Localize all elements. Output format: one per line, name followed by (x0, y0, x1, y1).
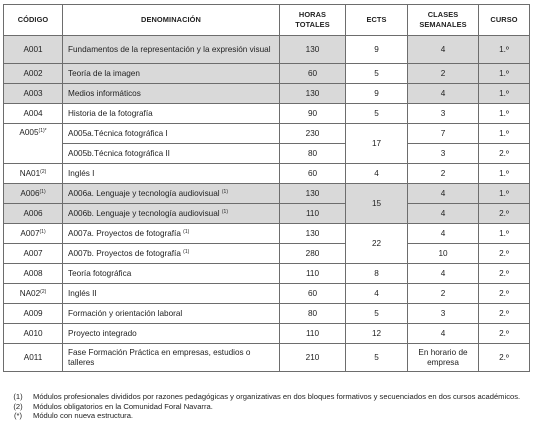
cell-course-text: 2.º (499, 268, 509, 278)
cell-classes-text: 4 (440, 208, 446, 218)
cell-hours-text: 230 (305, 128, 320, 138)
name-footnote-ref: (1) (183, 228, 190, 235)
cell-code-text: A007 (20, 228, 40, 238)
cell-code-text: A008 (23, 268, 43, 278)
cell-course-text: 2.º (499, 288, 509, 298)
cell-course-text: 1.º (499, 108, 509, 118)
cell-code-text: NA01 (19, 168, 41, 178)
cell-classes-text: 3 (440, 308, 446, 318)
cell-name-text: Proyecto integrado (68, 328, 137, 338)
cell-ects (346, 164, 408, 184)
cell-classes (408, 164, 479, 184)
code-footnote-ref: (2) (40, 288, 47, 295)
table-body (4, 36, 530, 372)
cell-code-text: A011 (23, 352, 43, 362)
cell-name (63, 244, 280, 264)
cell-hours-text: 130 (305, 44, 320, 54)
cell-name-text: Formación y orientación laboral (68, 308, 183, 318)
cell-hours (280, 36, 346, 64)
header-ects: ECTS (346, 5, 408, 36)
cell-hours (280, 104, 346, 124)
cell-hours (280, 284, 346, 304)
cell-ects (346, 104, 408, 124)
cell-hours (280, 324, 346, 344)
code-footnote-ref: (1) (39, 228, 46, 235)
code-footnote-ref: (1) (39, 188, 46, 195)
cell-name (63, 124, 280, 144)
cell-classes (408, 204, 479, 224)
cell-name (63, 184, 280, 204)
cell-name-text: Teoría de la imagen (68, 68, 140, 78)
cell-hours-text: 280 (305, 248, 320, 258)
table-row (4, 224, 530, 244)
table-row (4, 204, 530, 224)
cell-course-text: 1.º (499, 168, 509, 178)
cell-hours (280, 64, 346, 84)
cell-ects (346, 36, 408, 64)
table-row (4, 264, 530, 284)
cell-course-text: 1.º (499, 228, 509, 238)
cell-name-text: Fase Formación Práctica en empresas, estudios o talleres (68, 347, 251, 367)
cell-name (63, 64, 280, 84)
cell-hours (280, 164, 346, 184)
footnote-marker: (*) (13, 411, 22, 421)
cell-hours-text: 130 (305, 88, 320, 98)
cell-code-text: A006 (23, 208, 43, 218)
footnote (3, 402, 530, 412)
cell-classes-text: 7 (440, 128, 446, 138)
footnote (3, 392, 530, 402)
table-row (4, 104, 530, 124)
cell-ects (346, 84, 408, 104)
cell-classes (408, 324, 479, 344)
footnote-text: Módulos obligatorios en la Comunidad Foral Navarra. (33, 401, 213, 411)
cell-code-text: NA02 (19, 288, 41, 298)
cell-classes (408, 144, 479, 164)
cell-ects-text: 17 (371, 138, 382, 148)
cell-classes (408, 84, 479, 104)
cell-ects-text: 15 (371, 198, 382, 208)
name-footnote-ref: (1) (221, 188, 228, 195)
cell-ects-text: 4 (374, 288, 379, 298)
cell-classes (408, 184, 479, 204)
cell-name (63, 144, 280, 164)
cell-hours-text: 80 (307, 308, 318, 318)
cell-name (63, 36, 280, 64)
cell-ects (346, 344, 408, 372)
cell-ects (346, 124, 408, 164)
cell-code (4, 36, 63, 64)
cell-course-text: 2.º (499, 148, 509, 158)
cell-course-text: 2.º (499, 308, 509, 318)
table-row (4, 344, 530, 372)
cell-classes (408, 64, 479, 84)
cell-ects-text: 9 (374, 44, 379, 54)
cell-hours-text: 110 (305, 268, 320, 278)
cell-course-text: 1.º (499, 128, 509, 138)
table-row (4, 124, 530, 144)
cell-code-text: A006 (20, 188, 40, 198)
cell-ects-text: 8 (374, 268, 379, 278)
cell-code (4, 84, 63, 104)
cell-hours (280, 84, 346, 104)
cell-classes (408, 264, 479, 284)
cell-name-text: Fundamentos de la representación y la expresión visual (68, 44, 271, 54)
cell-course-text: 2.º (499, 208, 509, 218)
cell-code-text: A009 (23, 308, 43, 318)
cell-code (4, 164, 63, 184)
cell-name (63, 264, 280, 284)
cell-ects-text: 5 (374, 308, 379, 318)
cell-code (4, 344, 63, 372)
cell-name (63, 204, 280, 224)
cell-classes-text: 2 (440, 168, 446, 178)
cell-ects (346, 184, 408, 224)
cell-name-text: A005a.Técnica fotográfica I (68, 128, 168, 138)
cell-code-text: A007 (23, 248, 43, 258)
cell-name-text: Inglés II (68, 288, 97, 298)
cell-ects (346, 304, 408, 324)
footnote-text: Módulo con nueva estructura. (33, 411, 134, 421)
cell-name-text: Teoría fotográfica (68, 268, 132, 278)
cell-name (63, 104, 280, 124)
cell-classes-text: 4 (440, 188, 446, 198)
table-row (4, 324, 530, 344)
cell-course (479, 144, 530, 164)
cell-hours (280, 124, 346, 144)
cell-classes (408, 36, 479, 64)
cell-code-text: A010 (23, 328, 43, 338)
cell-ects-text: 5 (374, 108, 379, 118)
cell-course (479, 36, 530, 64)
cell-hours (280, 204, 346, 224)
cell-name (63, 304, 280, 324)
cell-code-text: A004 (23, 108, 43, 118)
cell-course (479, 64, 530, 84)
cell-classes-text: 4 (440, 88, 446, 98)
header-name: DENOMINACIÓN (63, 5, 280, 36)
footnote (3, 411, 530, 421)
cell-hours-text: 80 (307, 148, 318, 158)
name-footnote-ref: (1) (221, 208, 228, 215)
cell-classes-text: En horario de empresa (418, 347, 468, 367)
cell-classes-text: 2 (440, 288, 446, 298)
cell-ects-text: 4 (374, 168, 379, 178)
cell-code (4, 264, 63, 284)
cell-classes-text: 3 (440, 108, 446, 118)
cell-course-text: 1.º (499, 188, 509, 198)
cell-hours-text: 60 (307, 288, 318, 298)
footnotes (3, 392, 530, 421)
cell-hours-text: 210 (305, 352, 320, 362)
cell-code (4, 204, 63, 224)
cell-hours (280, 244, 346, 264)
cell-course-text: 2.º (499, 248, 509, 258)
cell-course (479, 344, 530, 372)
cell-hours-text: 130 (305, 228, 320, 238)
cell-ects-text: 5 (374, 68, 379, 78)
cell-classes (408, 244, 479, 264)
cell-hours-text: 60 (307, 168, 318, 178)
table-row (4, 284, 530, 304)
cell-course-text: 2.º (499, 352, 509, 362)
cell-name-text: A006a. Lenguaje y tecnología audiovisual (68, 188, 220, 198)
cell-code-text: A001 (23, 44, 43, 54)
header-classes: CLASES SEMANALES (408, 5, 479, 36)
table-row (4, 164, 530, 184)
cell-course-text: 1.º (499, 68, 509, 78)
cell-classes-text: 10 (438, 248, 448, 258)
cell-code (4, 64, 63, 84)
cell-classes-text: 3 (440, 148, 446, 158)
cell-code (4, 184, 63, 204)
table-row (4, 184, 530, 204)
cell-classes-text: 4 (440, 328, 446, 338)
cell-name-text: Medios informáticos (68, 88, 141, 98)
cell-hours (280, 144, 346, 164)
cell-ects-text: 9 (374, 88, 379, 98)
cell-course-text: 1.º (499, 88, 509, 98)
cell-classes-text: 2 (440, 68, 446, 78)
cell-name-text: A006b. Lenguaje y tecnología audiovisual (68, 208, 220, 218)
cell-ects (346, 64, 408, 84)
cell-code (4, 244, 63, 264)
cell-ects-text: 12 (371, 328, 382, 338)
cell-course (479, 224, 530, 244)
cell-course (479, 104, 530, 124)
cell-code-text: A005 (19, 128, 39, 137)
cell-name (63, 324, 280, 344)
cell-code-text: A002 (23, 68, 43, 78)
cell-code (4, 124, 63, 164)
cell-classes (408, 224, 479, 244)
footnote-text: Módulos profesionales divididos por razones pedagógicas y organizativas en dos bloques formativos y secuenciados en dos cursos académicos. (33, 392, 521, 401)
code-footnote-ref: (1)* (38, 128, 47, 134)
table-row (4, 64, 530, 84)
cell-ects-text: 22 (371, 238, 382, 248)
cell-name (63, 344, 280, 372)
cell-course (479, 204, 530, 224)
table-row (4, 36, 530, 64)
footnote-marker: (1) (13, 392, 23, 401)
cell-code (4, 304, 63, 324)
cell-classes (408, 304, 479, 324)
cell-code (4, 324, 63, 344)
cell-course-text: 1.º (499, 44, 509, 54)
table-row (4, 244, 530, 264)
cell-classes (408, 124, 479, 144)
cell-hours-text: 60 (307, 68, 318, 78)
cell-classes (408, 284, 479, 304)
cell-code (4, 224, 63, 244)
cell-classes (408, 344, 479, 372)
cell-classes (408, 104, 479, 124)
cell-hours (280, 224, 346, 244)
cell-hours-text: 90 (307, 108, 318, 118)
cell-name (63, 224, 280, 244)
cell-course (479, 184, 530, 204)
cell-hours-text: 110 (305, 208, 320, 218)
cell-classes-text: 4 (440, 268, 446, 278)
cell-ects-text: 5 (374, 352, 379, 362)
cell-ects (346, 324, 408, 344)
cell-code (4, 104, 63, 124)
cell-course (479, 304, 530, 324)
cell-course (479, 324, 530, 344)
cell-name (63, 284, 280, 304)
cell-name-text: A005b.Técnica fotográfica II (68, 148, 170, 158)
footnote-marker: (2) (13, 401, 23, 411)
cell-classes-text: 4 (440, 44, 446, 54)
table-row (4, 84, 530, 104)
cell-hours-text: 130 (305, 188, 320, 198)
cell-ects (346, 224, 408, 264)
header-hours: HORAS TOTALES (280, 5, 346, 36)
cell-course (479, 84, 530, 104)
modules-table (3, 4, 530, 372)
cell-name-text: A007a. Proyectos de fotografía (68, 228, 181, 238)
name-footnote-ref: (1) (183, 248, 190, 255)
cell-course (479, 244, 530, 264)
cell-course (479, 264, 530, 284)
cell-code-text: A003 (23, 88, 43, 98)
cell-code (4, 284, 63, 304)
cell-name (63, 164, 280, 184)
table-row (4, 304, 530, 324)
cell-hours (280, 304, 346, 324)
cell-hours (280, 344, 346, 372)
cell-course (479, 124, 530, 144)
cell-course-text: 2.º (499, 328, 509, 338)
header-code: CÓDIGO (4, 5, 63, 36)
cell-course (479, 164, 530, 184)
cell-course (479, 284, 530, 304)
cell-hours (280, 264, 346, 284)
cell-ects (346, 264, 408, 284)
cell-name-text: A007b. Proyectos de fotografía (68, 248, 181, 258)
cell-name-text: Historia de la fotografía (68, 108, 153, 118)
table-row (4, 144, 530, 164)
cell-classes-text: 4 (440, 228, 446, 238)
cell-hours-text: 110 (305, 328, 320, 338)
cell-name (63, 84, 280, 104)
header-course: CURSO (479, 5, 530, 36)
cell-name-text: Inglés I (68, 168, 95, 178)
cell-ects (346, 284, 408, 304)
code-footnote-ref: (2) (40, 168, 47, 175)
table-header-row (4, 5, 530, 36)
cell-hours (280, 184, 346, 204)
